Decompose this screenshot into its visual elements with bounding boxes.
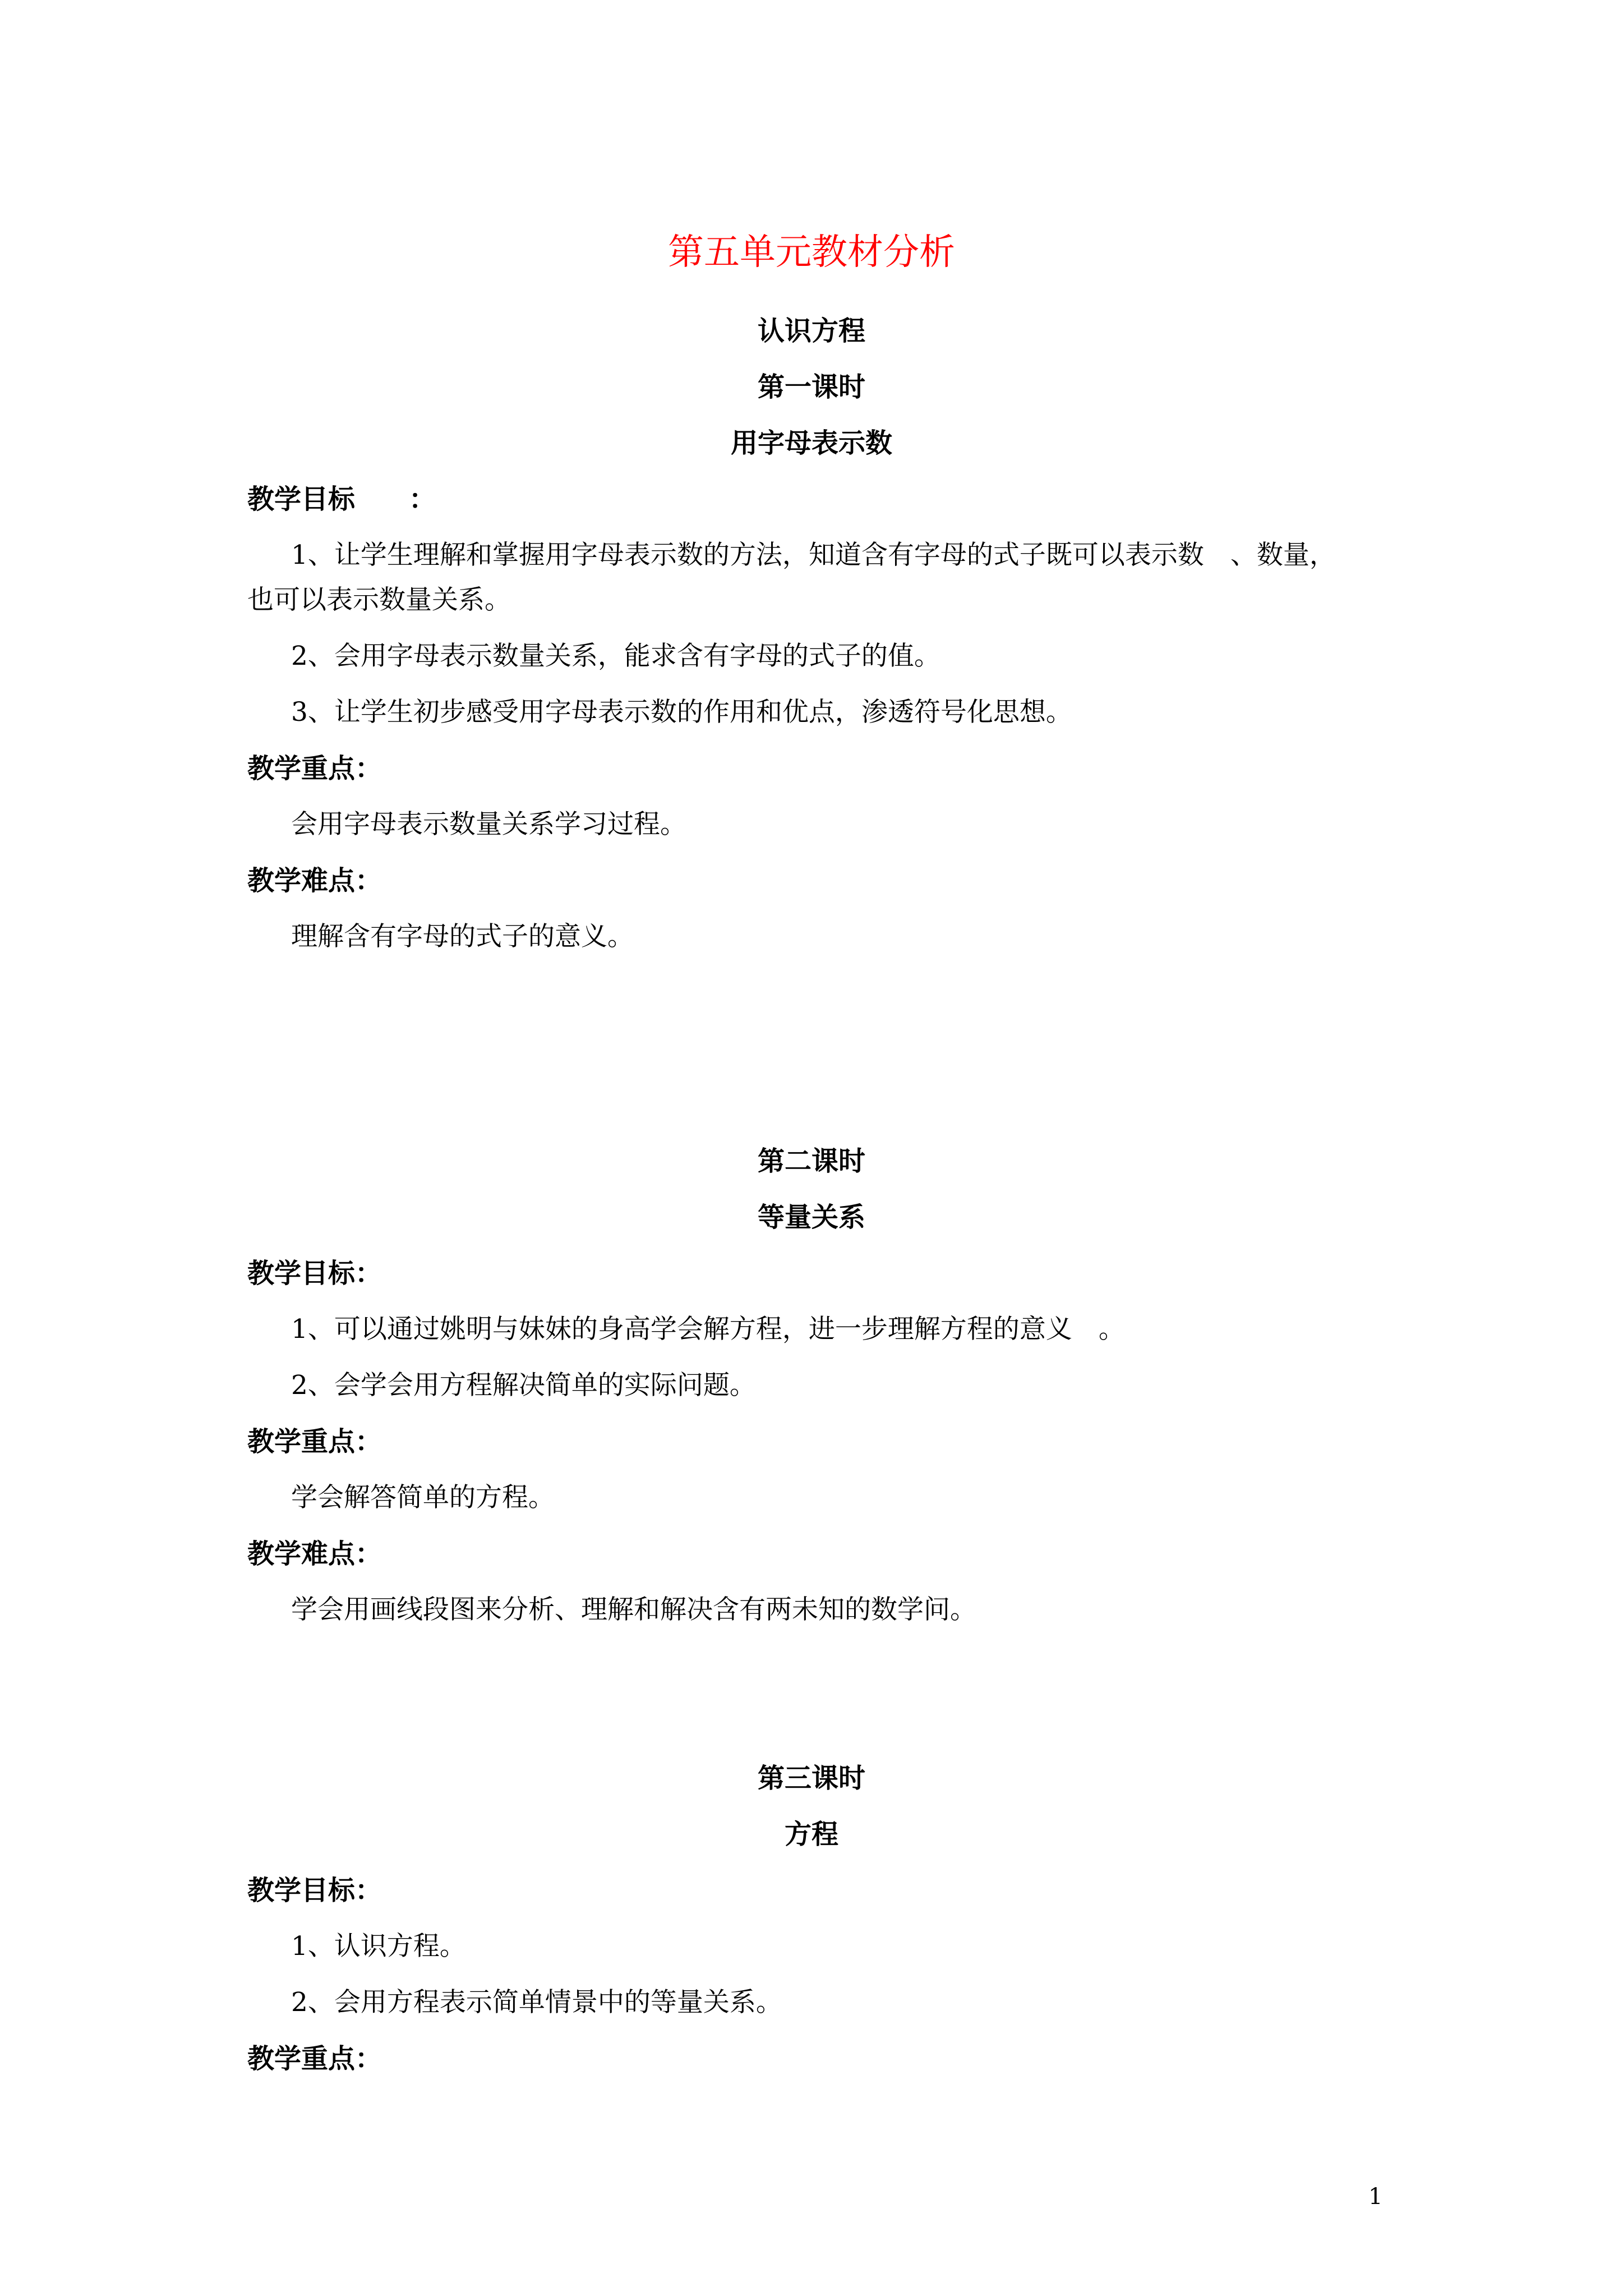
lesson2-period: 第二课时 (757, 1145, 865, 1177)
lesson2-difficulty-label: 教学难点： (247, 1538, 382, 1570)
lesson1-goal1-line2: 也可以表示数量关系。 (247, 585, 511, 615)
lesson3-goal2: 2、会用方程表示简单情景中的等量关系。 (291, 1987, 782, 2018)
lesson3-period: 第三课时 (757, 1763, 865, 1794)
lesson2-difficulty-text: 学会用画线段图来分析、理解和解决含有两未知的数学问。 (291, 1594, 976, 1625)
lesson3-key-label: 教学重点： (247, 2043, 382, 2074)
page-number: 1 (1368, 2184, 1383, 2210)
lesson2-goals-label: 教学目标： (247, 1258, 382, 1289)
lesson1-goal3: 3、让学生初步感受用字母表示数的作用和优点，渗透符号化思想。 (291, 697, 1072, 728)
lesson1-goal1-line1: 1、让学生理解和掌握用字母表示数的方法，知道含有字母的式子既可以表示数 、数量， (291, 540, 1336, 570)
lesson3-topic: 方程 (784, 1819, 838, 1850)
lesson1-period: 第一课时 (757, 371, 865, 403)
lesson3-goals-label: 教学目标： (247, 1875, 382, 1906)
lesson1-difficulty-label: 教学难点： (247, 865, 382, 896)
unit-heading: 认识方程 (757, 315, 865, 347)
lesson1-difficulty-text: 理解含有字母的式子的意义。 (291, 921, 634, 952)
lesson2-goal2: 2、会学会用方程解决简单的实际问题。 (291, 1370, 756, 1401)
lesson3-goal1: 1、认识方程。 (291, 1931, 466, 1962)
lesson2-key-label: 教学重点： (247, 1426, 382, 1457)
document-title: 第五单元教材分析 (668, 232, 955, 273)
lesson1-key-text: 会用字母表示数量关系学习过程。 (291, 809, 686, 840)
lesson1-topic: 用字母表示数 (730, 427, 892, 459)
lesson1-goal2: 2、会用字母表示数量关系，能求含有字母的式子的值。 (291, 641, 940, 671)
lesson2-topic: 等量关系 (757, 1202, 865, 1233)
lesson1-goals-label: 教学目标 ： (247, 484, 436, 515)
lesson2-goal1: 1、可以通过姚明与妹妹的身高学会解方程，进一步理解方程的意义 。 (291, 1314, 1125, 1345)
lesson1-key-label: 教学重点： (247, 753, 382, 784)
lesson2-key-text: 学会解答简单的方程。 (291, 1482, 555, 1513)
